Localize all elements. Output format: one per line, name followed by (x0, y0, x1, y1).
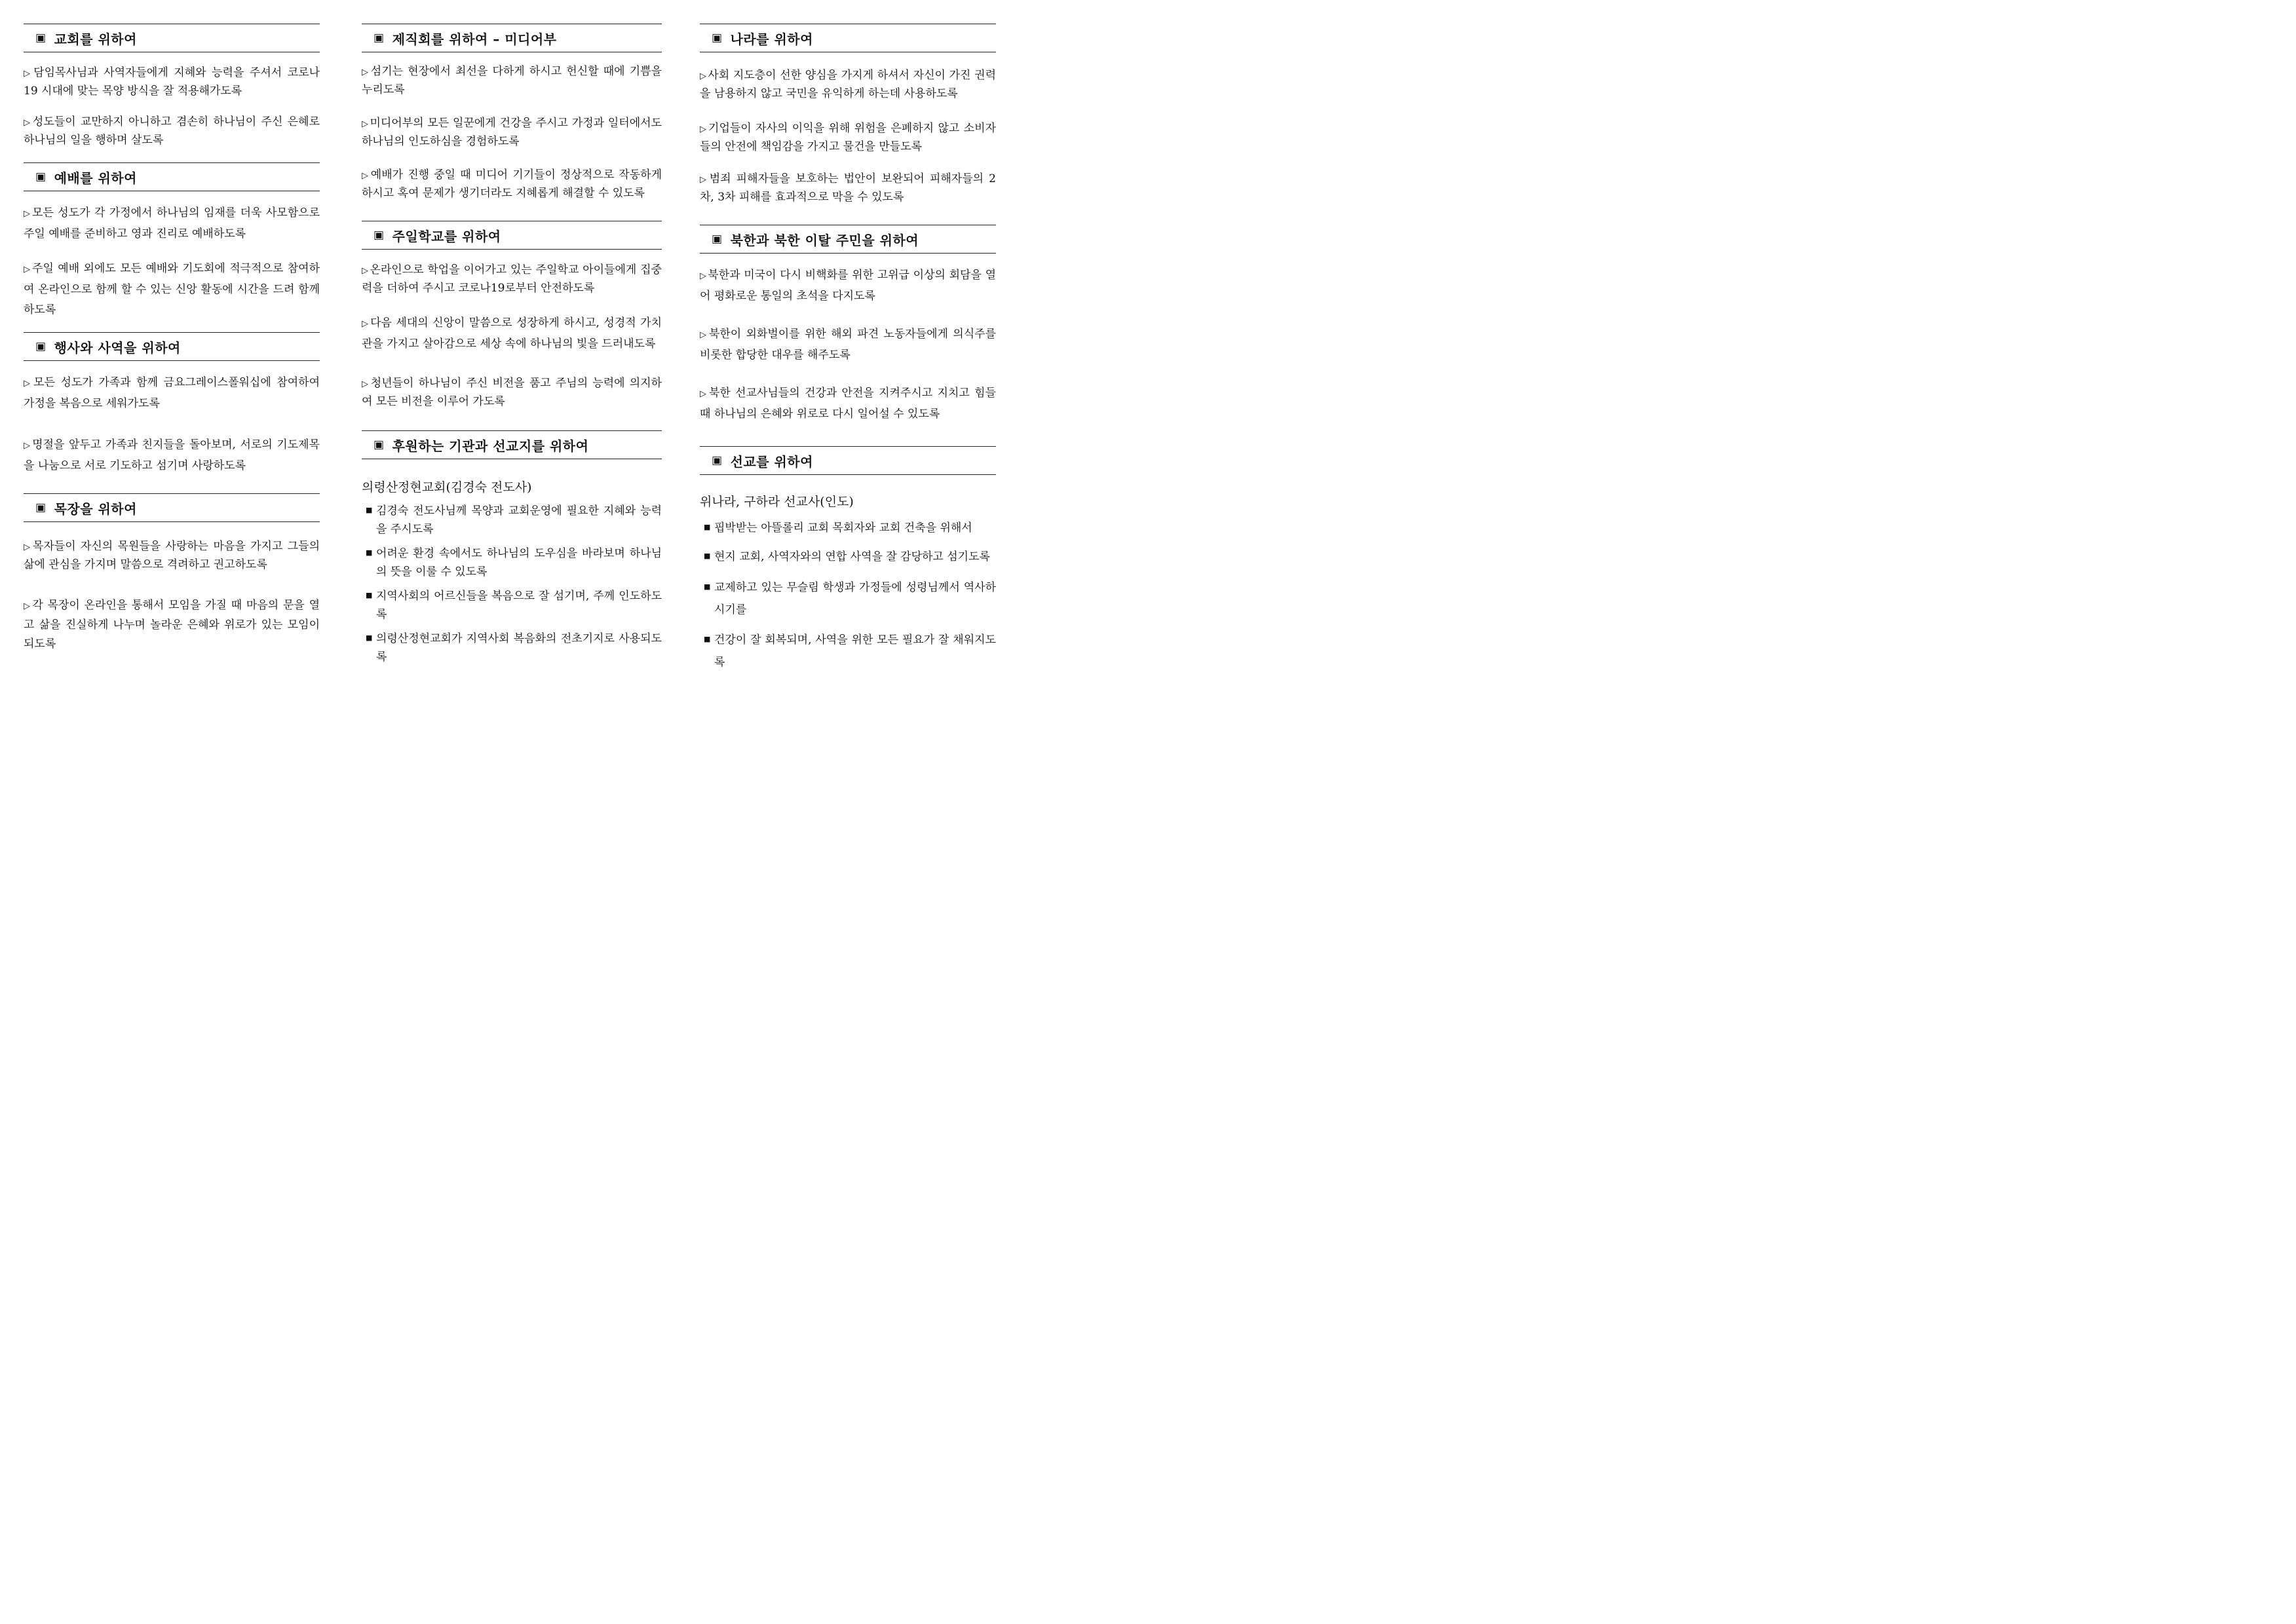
section-header-north-korea (700, 225, 996, 254)
prayer-item: ▷ 명절을 앞두고 가족과 친지들을 돌아보며, 서로의 기도제목을 나눔으로 서로 기도하고 섬기며 사랑하도록 (24, 438, 320, 472)
section-title: 행사와 사역을 위하여 (54, 339, 181, 356)
bullet-list (362, 502, 662, 666)
triangle-icon: ▷ (24, 542, 31, 552)
triangle-icon: ▷ (362, 319, 370, 329)
section-title: 목장을 위하여 (54, 500, 137, 517)
section-title: 북한과 북한 이탈 주민을 위하여 (730, 232, 919, 248)
prayer-item: ▷ 범죄 피해자들을 보호하는 법안이 보완되어 피해자들의 2차, 3차 피해를 효과적으로 막을 수 있도록 (700, 172, 996, 204)
triangle-icon: ▷ (362, 171, 370, 181)
section-header-missions (700, 446, 996, 475)
square-icon: ▣ (712, 31, 723, 45)
prayer-item: ▷ 주일 예배 외에도 모든 예배와 기도회에 적극적으로 참여하여 온라인으로 함께 할 수 있는 신앙 활동에 시간을 드려 함께 하도록 (24, 262, 320, 316)
prayer-item: ▷ 청년들이 하나님이 주신 비전을 품고 주님의 능력에 의지하여 모든 비전을 이루어 가도록 (362, 377, 662, 408)
mission-subtitle: 의령산정현교회(김경숙 전도사) (362, 480, 532, 495)
section-header-cell (24, 493, 320, 522)
bullet-item: ■ 의령산정현교회가 지역사회 복음화의 전초기지로 사용되도록 (362, 630, 662, 666)
bullet-item: ■ 김경숙 전도사님께 목양과 교회운영에 필요한 지혜와 능력을 주시도록 (362, 502, 662, 538)
section-title: 교회를 위하여 (54, 31, 137, 47)
prayer-item: ▷ 성도들이 교만하지 아니하고 겸손히 하나님이 주신 은혜로 하나님의 일을 행하며 살도록 (24, 115, 320, 147)
bullet-list (700, 519, 996, 673)
triangle-icon: ▷ (362, 119, 369, 129)
bullet-item: ■ 지역사회의 어르신들을 복음으로 잘 섬기며, 주께 인도하도록 (362, 587, 662, 624)
prayer-item: ▷ 온라인으로 학업을 이어가고 있는 주일학교 아이들에게 집중력을 더하여 주시고 코로나19로부터 안전하도록 (362, 263, 662, 295)
section-header-missions-support (362, 430, 662, 459)
triangle-icon: ▷ (700, 389, 708, 399)
prayer-item: ▷ 북한 선교사님들의 건강과 안전을 지켜주시고 지치고 힘들 때 하나님의 은혜와 위로로 다시 일어설 수 있도록 (700, 387, 996, 421)
prayer-item: ▷ 예배가 진행 중일 때 미디어 기기들이 정상적으로 작동하게 하시고 혹여 문제가 생기더라도 지혜롭게 해결할 수 있도록 (362, 168, 662, 200)
triangle-icon: ▷ (700, 175, 708, 185)
column-1 (24, 24, 320, 654)
section-title: 주일학교를 위하여 (392, 228, 501, 244)
prayer-item: ▷ 사회 지도층이 선한 양심을 가지게 하셔서 자신이 가진 권력을 남용하지 않고 국민을 유익하게 하는데 사용하도록 (700, 69, 997, 100)
triangle-icon: ▷ (24, 379, 33, 388)
prayer-item: ▷ 섬기는 현장에서 최선을 다하게 하시고 헌신할 때에 기쁨을 누리도록 (362, 65, 662, 96)
triangle-icon: ▷ (362, 67, 370, 77)
bullet-item: ■ 교제하고 있는 무슬림 학생과 가정들에 성령님께서 역사하시기를 (700, 576, 996, 621)
prayer-item: ▷ 목자들이 자신의 목원들을 사랑하는 마음을 가지고 그들의 삶에 관심을 가지며 말씀으로 격려하고 권고하도록 (24, 540, 320, 571)
square-icon: ▣ (712, 233, 723, 246)
triangle-icon: ▷ (700, 124, 708, 134)
section-title: 예배를 위하여 (54, 170, 137, 186)
triangle-icon: ▷ (24, 69, 33, 79)
triangle-icon: ▷ (700, 271, 707, 281)
section-header-sunday-school (362, 221, 662, 250)
mission-subtitle: 위나라, 구하라 선교사(인도) (700, 495, 854, 509)
column-3 (700, 24, 996, 673)
bullet-item: ■ 핍박받는 아뜰롤리 교회 목회자와 교회 건축을 위해서 (700, 519, 996, 537)
prayer-item: ▷ 담임목사님과 사역자들에게 지혜와 능력을 주셔서 코로나19 시대에 맞는 목양 방식을 잘 적용해가도록 (24, 66, 320, 98)
triangle-icon: ▷ (24, 118, 31, 128)
bullet-item: ■ 건강이 잘 회복되며, 사역을 위한 모든 필요가 잘 채워지도록 (700, 629, 996, 673)
bullet-item: ■ 현지 교회, 사역자와의 연합 사역을 잘 감당하고 섬기도록 (700, 548, 996, 566)
prayer-item: ▷ 북한과 미국이 다시 비핵화를 위한 고위급 이상의 회담을 열어 평화로운 통일의 초석을 다지도록 (700, 269, 997, 303)
triangle-icon: ▷ (24, 601, 31, 611)
square-icon: ▣ (35, 340, 47, 353)
square-icon: ▣ (373, 438, 385, 451)
triangle-icon: ▷ (362, 266, 369, 276)
section-header-worship (24, 162, 320, 191)
section-header-church (24, 24, 320, 52)
prayer-item: ▷ 각 목장이 온라인을 통해서 모임을 가질 때 마음의 문을 열고 삶을 진실하게 나누며 놀라운 은혜와 위로가 있는 모임이 되도록 (24, 599, 320, 651)
square-icon: ▣ (35, 31, 47, 45)
triangle-icon: ▷ (700, 71, 707, 81)
prayer-item: ▷ 모든 성도가 각 가정에서 하나님의 임재를 더욱 사모함으로 주일 예배를 준비하고 영과 진리로 예배하도록 (24, 206, 320, 240)
bullet-item: ■ 어려운 환경 속에서도 하나님의 도우심을 바라보며 하나님의 뜻을 이룰 수 있도록 (362, 544, 662, 581)
triangle-icon: ▷ (24, 209, 31, 219)
triangle-icon: ▷ (24, 441, 31, 451)
section-header-events (24, 332, 320, 361)
square-icon: ▣ (35, 170, 47, 183)
prayer-item: ▷ 다음 세대의 신앙이 말씀으로 성장하게 하시고, 성경적 가치관을 가지고 살아감으로 세상 속에 하나님의 빛을 드러내도록 (362, 316, 662, 350)
square-icon: ▣ (712, 454, 723, 467)
triangle-icon: ▷ (700, 330, 708, 340)
square-icon: ▣ (373, 229, 385, 242)
column-2 (362, 24, 662, 666)
section-header-media (362, 24, 662, 52)
prayer-item: ▷ 모든 성도가 가족과 함께 금요그레이스폴워십에 참여하여 가정을 복음으로 세워가도록 (24, 376, 320, 410)
prayer-item: ▷ 북한이 외화벌이를 위한 해외 파견 노동자들에게 의식주를 비롯한 합당한 대우를 해주도록 (700, 328, 996, 362)
triangle-icon: ▷ (362, 379, 370, 389)
section-title: 후원하는 기관과 선교지를 위하여 (392, 438, 589, 454)
square-icon: ▣ (373, 31, 385, 45)
section-header-nation (700, 24, 996, 52)
section-title: 제직회를 위하여 – 미디어부 (392, 31, 557, 47)
section-title: 나라를 위하여 (730, 31, 813, 47)
square-icon: ▣ (35, 501, 47, 514)
prayer-item: ▷ 미디어부의 모든 일꾼에게 건강을 주시고 가정과 일터에서도 하나님의 인도하심을 경험하도록 (362, 117, 662, 148)
section-title: 선교를 위하여 (730, 453, 813, 470)
prayer-item: ▷ 기업들이 자사의 이익을 위해 위험을 은폐하지 않고 소비자들의 안전에 책임감을 가지고 물건을 만들도록 (700, 122, 996, 153)
triangle-icon: ▷ (24, 265, 31, 274)
